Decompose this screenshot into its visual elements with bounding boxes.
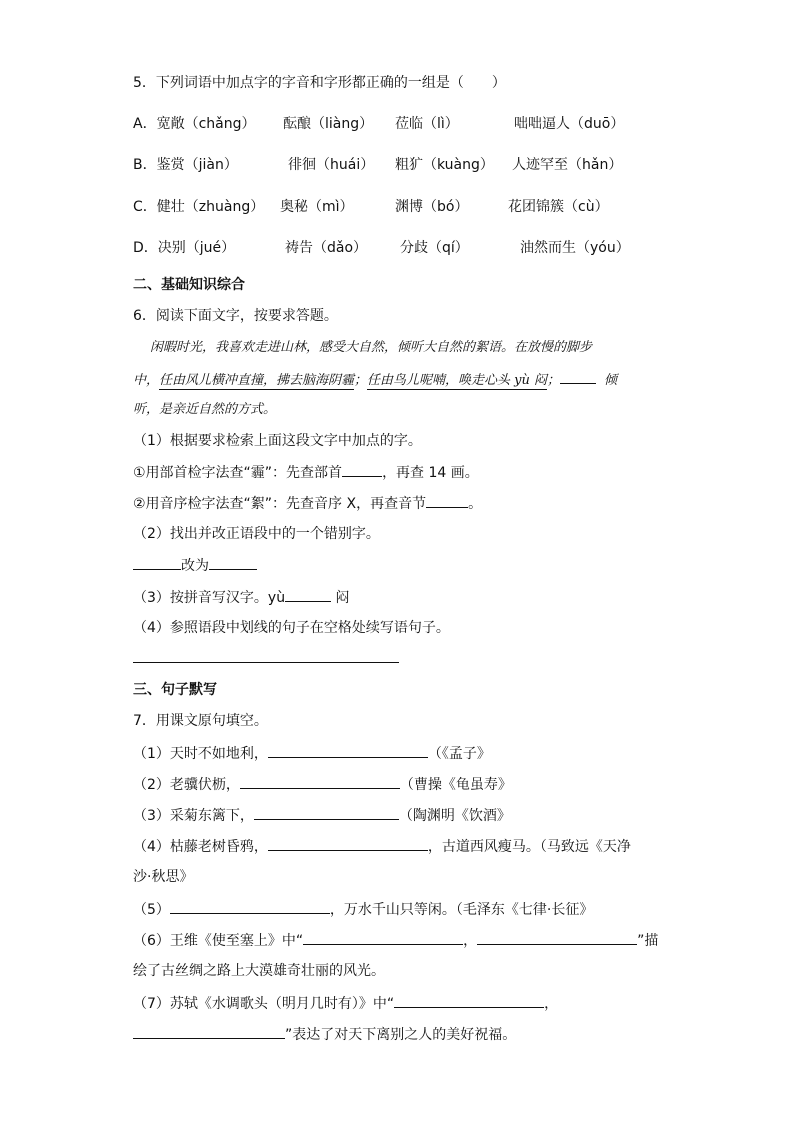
radical-blank[interactable]	[342, 462, 382, 477]
pinyin-blank[interactable]	[285, 587, 331, 602]
q7-7-blank-1[interactable]	[394, 993, 544, 1008]
q5-option-d-3: 分歧（qí）	[400, 240, 469, 256]
q6-sub1: （1）根据要求检索上面这段文字中加点的字。	[133, 433, 422, 449]
q6-sub3: （3）按拼音写汉字。yù 闷	[133, 587, 350, 608]
q6-sub1b: ②用音序检字法查“絮”：先查音序 X，再查音节 。	[133, 493, 482, 514]
fill-blank-continuation[interactable]	[560, 369, 596, 384]
q5-option-a-3: 莅临（lì）	[395, 116, 459, 132]
q5-option-b-1: B．鉴赏（jiàn）	[133, 157, 238, 173]
q7-item-3: （3）采菊东篱下， （陶渊明《饮酒》	[133, 805, 511, 826]
q5-option-d-1: D．决别（jué）	[133, 240, 236, 256]
wrong-char-blank[interactable]	[133, 555, 181, 570]
section-2-title: 二、基础知识综合	[133, 277, 245, 293]
q7-item-4-cont: 沙·秋思》	[133, 869, 194, 885]
q6-passage-line-1: 闲暇时光，我喜欢走进山林，感受大自然，倾听大自然的絮语。在放慢的脚步	[150, 340, 593, 355]
q7-item-5: （5） ，万水千山只等闲。（毛泽东《七律·长征》	[133, 899, 593, 920]
q6-sub1a: ①用部首检字法查“霾”：先查部首 ，再查 14 画。	[133, 462, 479, 483]
q7-item-6: （6）王维《使至塞上》中“ ， ”描	[133, 930, 658, 951]
q5-option-c-2: 奥秘（mì）	[280, 199, 354, 215]
section-3-title: 三、句子默写	[133, 682, 217, 698]
q5-stem: 5．下列词语中加点字的字音和字形都正确的一组是（ ）	[133, 75, 506, 91]
q5-option-a-1: A．宽敞（chǎng）	[133, 116, 256, 132]
q5-option-c-4: 花团锦簇（cù）	[508, 199, 609, 215]
q5-option-d-2: 祷告（dǎo）	[285, 240, 368, 256]
q7-item-1: （1）天时不如地利， （《孟子》	[133, 743, 491, 764]
q7-4-blank[interactable]	[268, 836, 428, 851]
syllable-blank[interactable]	[426, 493, 468, 508]
q5-option-a-2: 酝酿（liàng）	[283, 116, 374, 132]
q5-option-c-3: 渊博（bó）	[395, 199, 469, 215]
q5-option-c-1: C．健壮（zhuàng）	[133, 199, 265, 215]
q7-item-6-cont: 绘了古丝绸之路上大漠雄奇壮丽的风光。	[133, 963, 385, 979]
q7-1-blank[interactable]	[268, 743, 428, 758]
q5-option-b-3: 粗犷（kuàng）	[395, 157, 494, 173]
q7-3-blank[interactable]	[254, 805, 399, 820]
q7-item-7-cont: ”表达了对天下离别之人的美好祝福。	[133, 1024, 516, 1045]
q6-sub4-answer-line[interactable]	[133, 662, 399, 663]
underlined-sentence-1: 任由风儿横冲直撞，拂去脑海阴霾	[159, 373, 355, 388]
q6-passage-line-2: 中，任由风儿横冲直撞，拂去脑海阴霾；任由鸟儿呢喃，唤走心头 yù 闷； 倾	[133, 369, 617, 391]
q7-item-2: （2）老骥伏枥， （曹操《龟虽寿》	[133, 774, 512, 795]
underlined-sentence-2: 任由鸟儿呢喃，唤走心头 yù 闷	[367, 373, 548, 388]
q6-sub2-answer: 改为	[133, 555, 257, 576]
q6-stem: 6．阅读下面文字，按要求答题。	[133, 308, 338, 324]
correct-char-blank[interactable]	[209, 555, 257, 570]
q5-option-b-4: 人迹罕至（hǎn）	[512, 157, 623, 173]
q7-7-blank-2[interactable]	[133, 1024, 285, 1039]
q5-option-b-2: 徘徊（huái）	[288, 157, 375, 173]
q7-2-blank[interactable]	[240, 774, 400, 789]
q7-6-blank-1[interactable]	[303, 930, 463, 945]
q5-option-d-4: 油然而生（yóu）	[520, 240, 630, 256]
q6-sub4: （4）参照语段中划线的句子在空格处续写语句子。	[133, 620, 450, 636]
q5-option-a-4: 咄咄逼人（duō）	[514, 116, 625, 132]
q7-6-blank-2[interactable]	[477, 930, 637, 945]
q6-sub2: （2）找出并改正语段中的一个错别字。	[133, 526, 380, 542]
q7-5-blank[interactable]	[170, 899, 330, 914]
q7-stem: 7．用课文原句填空。	[133, 713, 268, 729]
q7-item-7: （7）苏轼《水调歌头（明月几时有）》中“ ，	[133, 993, 558, 1014]
q7-item-4: （4）枯藤老树昏鸦， ，古道西风瘦马。（马致远《天净	[133, 836, 631, 857]
q6-passage-line-3: 听，是亲近自然的方式。	[133, 402, 277, 417]
